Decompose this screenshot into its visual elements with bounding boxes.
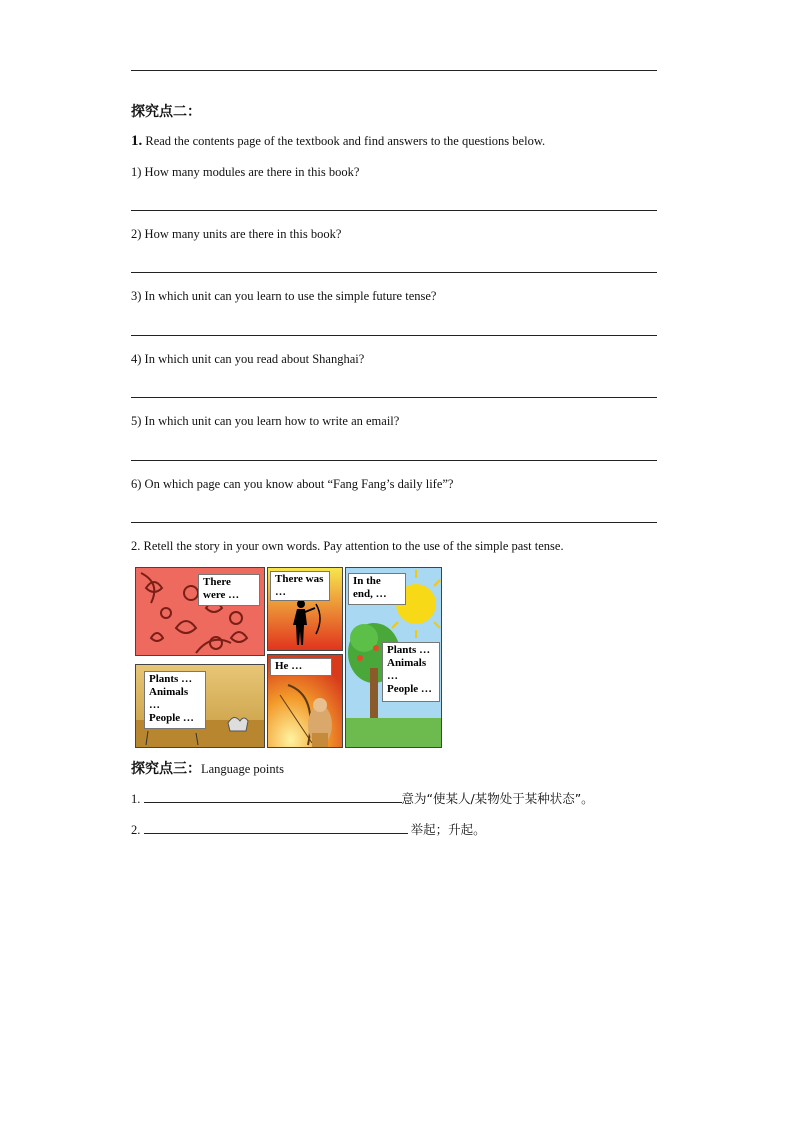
caption-panel-1: There were …: [198, 574, 260, 606]
task1-number: 1.: [131, 133, 143, 149]
section3-subtitle: Language points: [201, 762, 284, 776]
comic-panel-hunter: [267, 567, 343, 651]
caption-panel-4: Plants … Animals … People …: [144, 671, 206, 729]
question-4: 4) In which unit can you read about Shanghai?: [131, 352, 365, 366]
caption-panel-3: In the end, …: [348, 573, 406, 605]
answer-line-6[interactable]: [131, 522, 657, 523]
question-6: 6) On which page can you know about “Fang Fang’s daily life”?: [131, 477, 454, 491]
language-point-1-meaning: 意为“使某人/某物处于某种状态”。: [401, 791, 594, 806]
language-point-1-number: 1.: [131, 792, 141, 806]
section-heading-3-line: [131, 758, 284, 778]
answer-line-3[interactable]: [131, 335, 657, 336]
language-point-1-blank[interactable]: [144, 790, 402, 803]
question-5: 5) In which unit can you learn how to write an email?: [131, 414, 400, 428]
section-heading-2: 探究点二：: [131, 104, 201, 120]
language-point-1: [131, 789, 594, 807]
answer-line-5[interactable]: [131, 460, 657, 461]
comic-panel-sun-tree: [345, 567, 442, 748]
language-point-2-meaning: 举起；升起。: [410, 822, 486, 837]
comic-panel-desert: [135, 664, 265, 748]
comic-panel-archer: [267, 654, 343, 748]
task2-instruction: 2. Retell the story in your own words. Pay attention to the use of the simple past tense.: [131, 539, 564, 553]
header-rule: [131, 70, 657, 71]
task1-instruction: [131, 133, 545, 150]
question-1: 1) How many modules are there in this book?: [131, 165, 360, 179]
caption-panel-5: He …: [270, 658, 332, 676]
task1-text: Read the contents page of the textbook and find answers to the questions below.: [145, 134, 546, 148]
answer-line-4[interactable]: [131, 397, 657, 398]
answer-line-2[interactable]: [131, 272, 657, 273]
caption-panel-2: There was …: [270, 571, 330, 601]
language-point-2-number: 2.: [131, 823, 141, 837]
language-point-2: [131, 820, 486, 838]
section-heading-3: 探究点三：: [131, 761, 201, 777]
caption-panel-3-list: Plants … Animals … People …: [382, 642, 440, 702]
question-3: 3) In which unit can you learn to use the simple future tense?: [131, 289, 437, 303]
language-point-2-blank[interactable]: [144, 821, 408, 834]
answer-line-1[interactable]: [131, 210, 657, 211]
story-comic: [135, 567, 442, 748]
comic-panel-fire: [135, 567, 265, 656]
question-2: 2) How many units are there in this book?: [131, 227, 342, 241]
